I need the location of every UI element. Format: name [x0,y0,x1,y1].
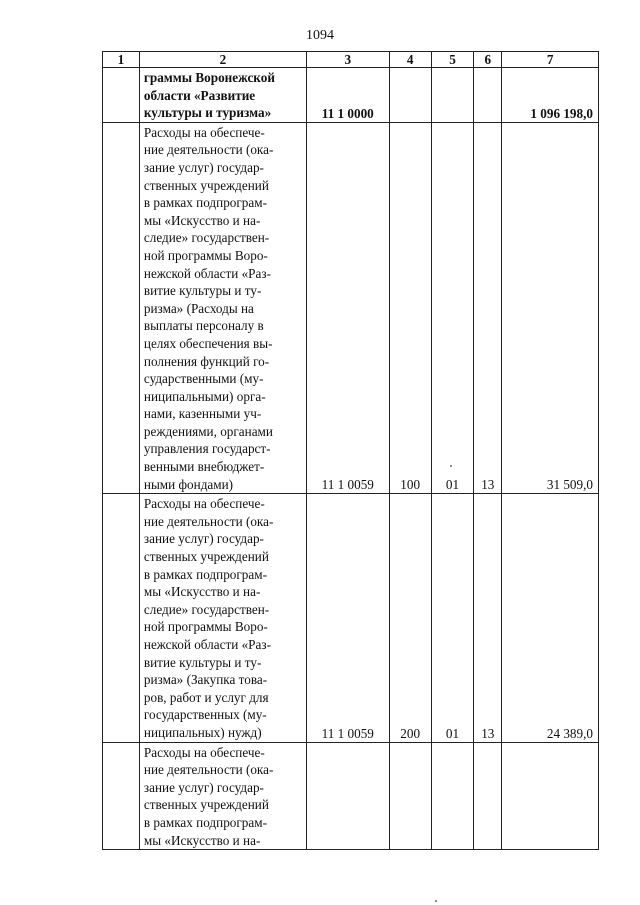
amount-cell: 1 096 198,0 [502,68,599,123]
target-code-cell: 11 1 0059 [307,122,389,493]
table-row [103,742,599,850]
subsection-cell: 13 [474,122,502,493]
row-number-cell [103,494,140,742]
description-cell [139,742,306,850]
description-line: следие» государствен- [143,601,270,617]
description-line: витие культуры и ту- [143,654,262,670]
column-header: 2 [139,52,306,68]
description-line: ние деятельности (ока- [143,513,274,529]
description-line: культуры и туризма» [143,105,272,121]
description-line: Расходы на обеспече- [143,744,265,760]
column-header: 1 [103,52,140,68]
expense-type-cell [389,742,431,850]
description-line: мы «Искусство и на- [143,584,261,600]
column-header: 3 [307,52,389,68]
description-line: ризма» (Расходы на [143,300,254,316]
description-line: нами, казенными уч- [143,406,262,422]
expense-type-cell [389,68,431,123]
description-line: реждениями, органами [143,423,273,439]
description-line: ной программы Воро- [143,247,268,263]
description-line: нежской области «Раз- [143,265,271,281]
table-row [103,494,599,742]
expense-type-cell: 200 [389,494,431,742]
description-line: области «Развитие [143,87,256,103]
description-line: в рамках подпрограм- [143,195,267,211]
section-cell [431,742,473,850]
scan-speck [450,465,452,467]
description-line: целях обеспечения вы- [143,335,273,351]
description-line: ние деятельности (ока- [143,762,274,778]
description-cell [139,68,306,123]
description-line: мы «Искусство и на- [143,212,261,228]
column-header: 5 [431,52,473,68]
target-code-cell: 11 1 0059 [307,494,389,742]
description-line: зание услуг) государ- [143,531,264,547]
description-line: ров, работ и услуг для [143,689,269,705]
description-line: государственных (му- [143,707,267,723]
table-row [103,68,599,123]
description-line: в рамках подпрограм- [143,566,267,582]
budget-table [102,51,599,850]
description-line: Расходы на обеспече- [143,124,265,140]
section-cell: 01 [431,494,473,742]
row-number-cell [103,742,140,850]
description-line: ственных учреждений [143,177,269,193]
section-cell: 01 [431,122,473,493]
row-number-cell [103,68,140,123]
description-line: ными фондами) [143,476,234,492]
column-header: 4 [389,52,431,68]
description-line: ниципальными) орга- [143,388,266,404]
description-line: полнения функций го- [143,353,270,369]
description-line: ной программы Воро- [143,619,268,635]
expense-type-cell: 100 [389,122,431,493]
description-line: следие» государствен- [143,230,270,246]
page-number: 1094 [306,28,334,43]
description-cell [139,122,306,493]
description-line: венными внебюджет- [143,459,265,475]
scan-speck [435,900,437,902]
subsection-cell [474,742,502,850]
target-code-cell [307,742,389,850]
description-line: сударственными (му- [143,371,264,387]
header-row [103,52,599,68]
description-line: ственных учреждений [143,549,269,565]
description-line: ственных учреждений [143,797,269,813]
amount-cell [502,742,599,850]
description-line: ние деятельности (ока- [143,142,274,158]
amount-cell: 24 389,0 [502,494,599,742]
description-cell [139,494,306,742]
subsection-cell: 13 [474,494,502,742]
description-line: нежской области «Раз- [143,637,271,652]
description-line: ниципальных) нужд) [143,724,262,740]
target-code-cell: 11 1 0000 [307,68,389,123]
description-line: выплаты персоналу в [143,318,264,334]
description-line: зание услуг) государ- [143,779,264,795]
row-number-cell [103,122,140,493]
description-line: мы «Искусство и на- [143,832,261,848]
description-line: Расходы на обеспече- [143,496,265,512]
column-header: 7 [502,52,599,68]
column-header: 6 [474,52,502,68]
description-line: витие культуры и ту- [143,283,262,299]
amount-cell: 31 509,0 [502,122,599,493]
description-line: зание услуг) государ- [143,159,264,175]
description-line: ризма» (Закупка това- [143,672,268,688]
section-cell [431,68,473,123]
subsection-cell [474,68,502,123]
table-row [103,122,599,493]
description-line: управления государст- [143,441,271,457]
description-line: в рамках подпрограм- [143,814,267,830]
description-line: граммы Воронежской [143,70,275,85]
